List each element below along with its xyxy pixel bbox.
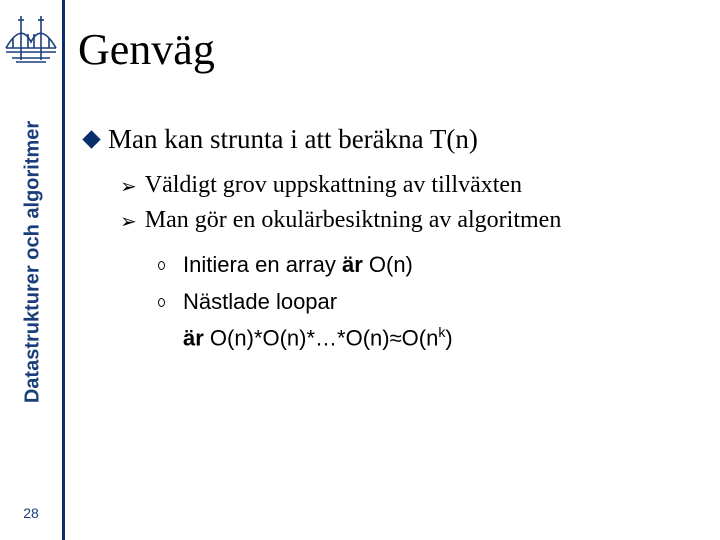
ring-bullet-icon	[158, 261, 165, 270]
sub-bullet	[120, 207, 561, 234]
arrow-bullet-icon: ➢	[120, 173, 137, 198]
list-item	[158, 250, 413, 280]
course-title-vertical: Datastrukturer och algoritmer	[21, 120, 44, 404]
bridge-logo-icon	[4, 12, 58, 70]
sub-bullet-text: Man gör en okulärbesiktning av algoritmen	[144, 207, 562, 233]
slide-title: Genväg	[78, 25, 215, 74]
list-item-text: Nästlade loopar är $O(n)*O(n)*\dots*O(n)\approx O(n^k)$	[183, 289, 453, 351]
page-number: 28	[23, 505, 39, 521]
ring-bullet-icon	[158, 298, 165, 307]
main-bullet-text: Man kan strunta i att beräkna T(n)	[108, 124, 478, 154]
main-bullet	[82, 124, 478, 155]
list-item	[158, 287, 453, 353]
sub-bullet-text: Väldigt grov uppskattning av tillväxten	[144, 172, 523, 198]
arrow-bullet-icon: ➢	[120, 208, 137, 233]
sidebar-divider	[62, 0, 65, 540]
diamond-bullet-icon	[82, 130, 100, 148]
sidebar	[0, 0, 62, 540]
list-item-text: Initiera en array är O(n)	[183, 252, 413, 277]
sub-bullet	[120, 172, 522, 199]
